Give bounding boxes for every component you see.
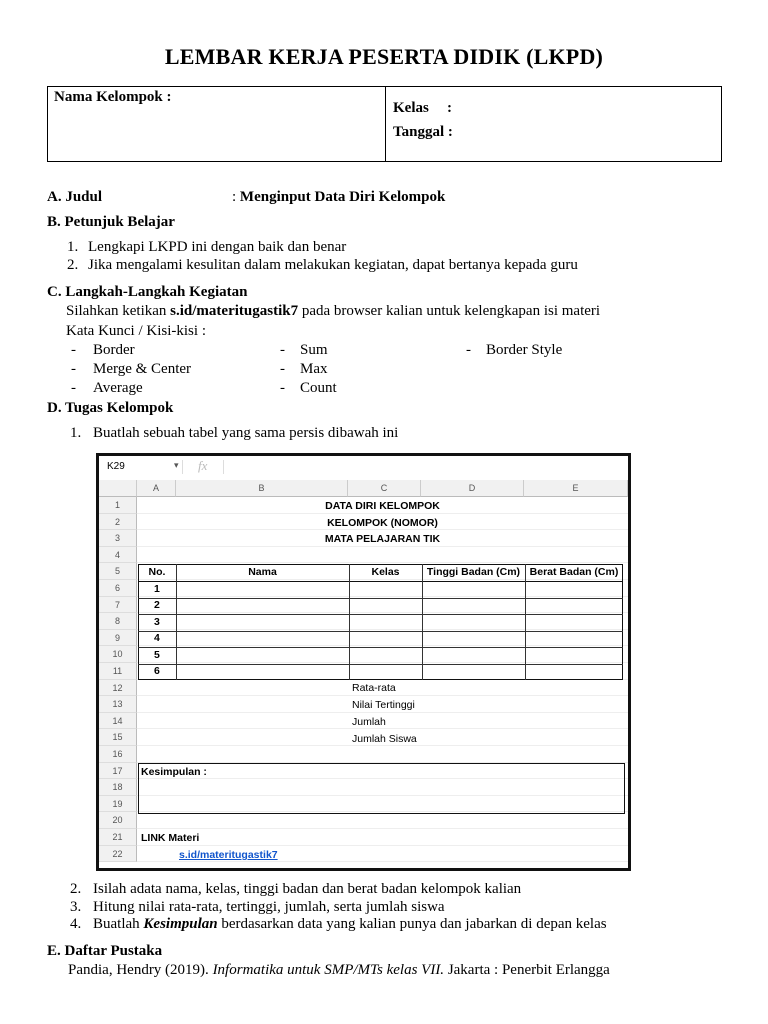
list-text: Buatlah sebuah tabel yang sama persis dibawah ini [93, 425, 399, 441]
identity-divider [385, 87, 386, 161]
row-header: 18 [99, 779, 137, 796]
row-number: 3 [154, 616, 160, 628]
formula-bar [99, 456, 628, 481]
keyword-dash: - [280, 361, 285, 377]
sheet-title-1: DATA DIRI KELOMPOK [325, 500, 440, 512]
sheet-gridline [137, 546, 628, 547]
section-d-item-4 [70, 915, 607, 933]
column-header-b: B [176, 480, 348, 497]
sheet-title-2: KELOMPOK (NOMOR) [327, 517, 438, 529]
formula-divider [223, 460, 224, 474]
sheet-gridline [137, 513, 628, 514]
sheet-gridline [137, 861, 628, 862]
sheet-gridline [137, 529, 628, 530]
kesimpulan-label: Kesimpulan : [141, 766, 207, 778]
kelas-colon: : [447, 100, 452, 116]
row-header: 13 [99, 696, 137, 713]
stat-label: Jumlah [352, 716, 386, 728]
row-header: 20 [99, 812, 137, 829]
row-header: 16 [99, 746, 137, 763]
keyword-item: Merge & Center [93, 361, 192, 377]
stat-label: Nilai Tertinggi [352, 699, 415, 711]
item4-text-start: Buatlah [93, 916, 144, 932]
corner-cell [99, 480, 137, 497]
table-header-kelas: Kelas [371, 566, 400, 578]
kesimpulan-box [138, 763, 625, 814]
keyword-dash: - [71, 342, 76, 358]
section-e-label: E. Daftar Pustaka [47, 943, 163, 959]
sheet-gridline [137, 745, 628, 746]
row-number: 1 [154, 583, 160, 595]
section-d-item-2 [70, 880, 522, 898]
row-number: 4 [154, 632, 160, 644]
list-number: 4. [70, 916, 82, 932]
keyword-dash: - [466, 342, 471, 358]
keyword-item: Average [93, 380, 143, 396]
fx-icon: fx [198, 458, 208, 473]
keyword-dash: - [71, 380, 76, 396]
section-b-label: B. Petunjuk Belajar [47, 214, 175, 230]
section-c-intro [66, 302, 600, 320]
row-header: 4 [99, 547, 137, 564]
section-a-title: Menginput Data Diri Kelompok [239, 189, 446, 205]
item4-bold: Kesimpulan [143, 916, 218, 932]
keyword-item: Border Style [486, 342, 563, 358]
intro-text-end: pada browser kalian untuk kelengkapan isi materi [298, 303, 601, 319]
column-header-c: C [348, 480, 421, 497]
stat-label: Rata-rata [352, 682, 396, 694]
spreadsheet-image [96, 453, 631, 871]
table-header-line [138, 581, 623, 582]
table-header-no: No. [148, 566, 166, 578]
materi-link-text: s.id/materitugastik7 [170, 303, 299, 319]
section-d-label: D. Tugas Kelompok [47, 400, 174, 416]
sheet-title-3: MATA PELAJARAN TIK [324, 533, 441, 545]
row-header: 21 [99, 829, 137, 846]
row-header: 7 [99, 597, 137, 614]
item4-text-end: berdasarkan data yang kalian punya dan jabarkan di depan kelas [217, 916, 607, 932]
column-header-d: D [421, 480, 524, 497]
link-materi-label: LINK Materi [141, 832, 200, 844]
keyword-item: Max [300, 361, 328, 377]
list-number: 1. [70, 425, 82, 441]
table-header-nama: Nama [248, 566, 277, 578]
section-a-label: A. Judul [47, 189, 103, 205]
sheet-gridline [137, 695, 628, 696]
row-header: 3 [99, 530, 137, 547]
list-number: 3. [70, 899, 82, 915]
reference-book-title: Informatika untuk SMP/MTs kelas VII. [212, 962, 445, 978]
row-header: 19 [99, 796, 137, 813]
nama-kelompok-label: Nama Kelompok : [54, 89, 172, 105]
formula-divider [182, 460, 183, 474]
table-row-line [138, 614, 623, 615]
row-header: 9 [99, 630, 137, 647]
stat-label: Jumlah Siswa [352, 733, 417, 745]
list-text [93, 915, 607, 933]
reference-publisher: Jakarta : Penerbit Erlangga [444, 962, 610, 978]
row-header: 8 [99, 613, 137, 630]
table-row-line [138, 631, 623, 632]
row-header: 2 [99, 514, 137, 531]
reference-entry [68, 961, 610, 979]
row-header: 11 [99, 663, 137, 680]
keyword-item: Border [93, 342, 135, 358]
table-header-tinggi: Tinggi Badan (Cm) [426, 566, 521, 578]
keyword-item: Sum [300, 342, 328, 358]
section-b-item-2 [67, 256, 578, 274]
keyword-dash: - [71, 361, 76, 377]
row-header: 12 [99, 680, 137, 697]
list-text: Lengkapi LKPD ini dengan baik dan benar [88, 239, 347, 255]
list-text: Hitung nilai rata-rata, tertinggi, jumlah, serta jumlah siswa [93, 899, 445, 915]
list-text: Isilah adata nama, kelas, tinggi badan dan berat badan kelompok kalian [93, 881, 522, 897]
row-header: 22 [99, 846, 137, 863]
cell-reference: K29 [107, 461, 125, 472]
list-number: 2. [70, 881, 82, 897]
section-a-colon: : [232, 189, 237, 205]
intro-text: Silahkan ketikan [66, 303, 171, 319]
section-d-item-3 [70, 898, 445, 916]
row-header: 5 [99, 563, 137, 580]
row-header: 15 [99, 729, 137, 746]
sheet-gridline [137, 728, 628, 729]
keyword-item: Count [300, 380, 337, 396]
sheet-gridline [137, 845, 628, 846]
keyword-dash: - [280, 380, 285, 396]
row-header: 10 [99, 646, 137, 663]
column-header-e: E [524, 480, 628, 497]
section-a-value [232, 188, 445, 206]
sheet-gridline [137, 828, 628, 829]
keyword-dash: - [280, 342, 285, 358]
list-number: 1. [67, 239, 79, 255]
row-header: 17 [99, 763, 137, 780]
identity-box [47, 86, 722, 162]
materi-link[interactable]: s.id/materitugastik7 [179, 849, 278, 861]
section-d-item-1 [70, 424, 399, 442]
tanggal-label: Tanggal : [393, 124, 453, 140]
table-header-berat: Berat Badan (Cm) [529, 566, 619, 578]
row-number: 6 [154, 665, 160, 677]
table-row-line [138, 647, 623, 648]
section-c-label: C. Langkah-Langkah Kegiatan [47, 284, 248, 300]
row-number: 2 [154, 599, 160, 611]
chevron-down-icon: ▾ [174, 460, 179, 470]
row-header: 6 [99, 580, 137, 597]
keywords-label: Kata Kunci / Kisi-kisi : [66, 323, 206, 339]
row-header: 1 [99, 497, 137, 514]
table-row-line [138, 664, 623, 665]
section-b-item-1 [67, 238, 347, 256]
reference-author: Pandia, Hendry (2019). [68, 962, 213, 978]
row-number: 5 [154, 649, 160, 661]
row-header: 14 [99, 713, 137, 730]
list-text: Jika mengalami kesulitan dalam melakukan kegiatan, dapat bertanya kepada guru [88, 257, 578, 273]
kelas-label: Kelas [393, 100, 429, 116]
list-number: 2. [67, 257, 79, 273]
table-row-line [138, 598, 623, 599]
page-title: LEMBAR KERJA PESERTA DIDIK (LKPD) [164, 44, 604, 69]
column-header-a: A [137, 480, 176, 497]
sheet-gridline [137, 712, 628, 713]
